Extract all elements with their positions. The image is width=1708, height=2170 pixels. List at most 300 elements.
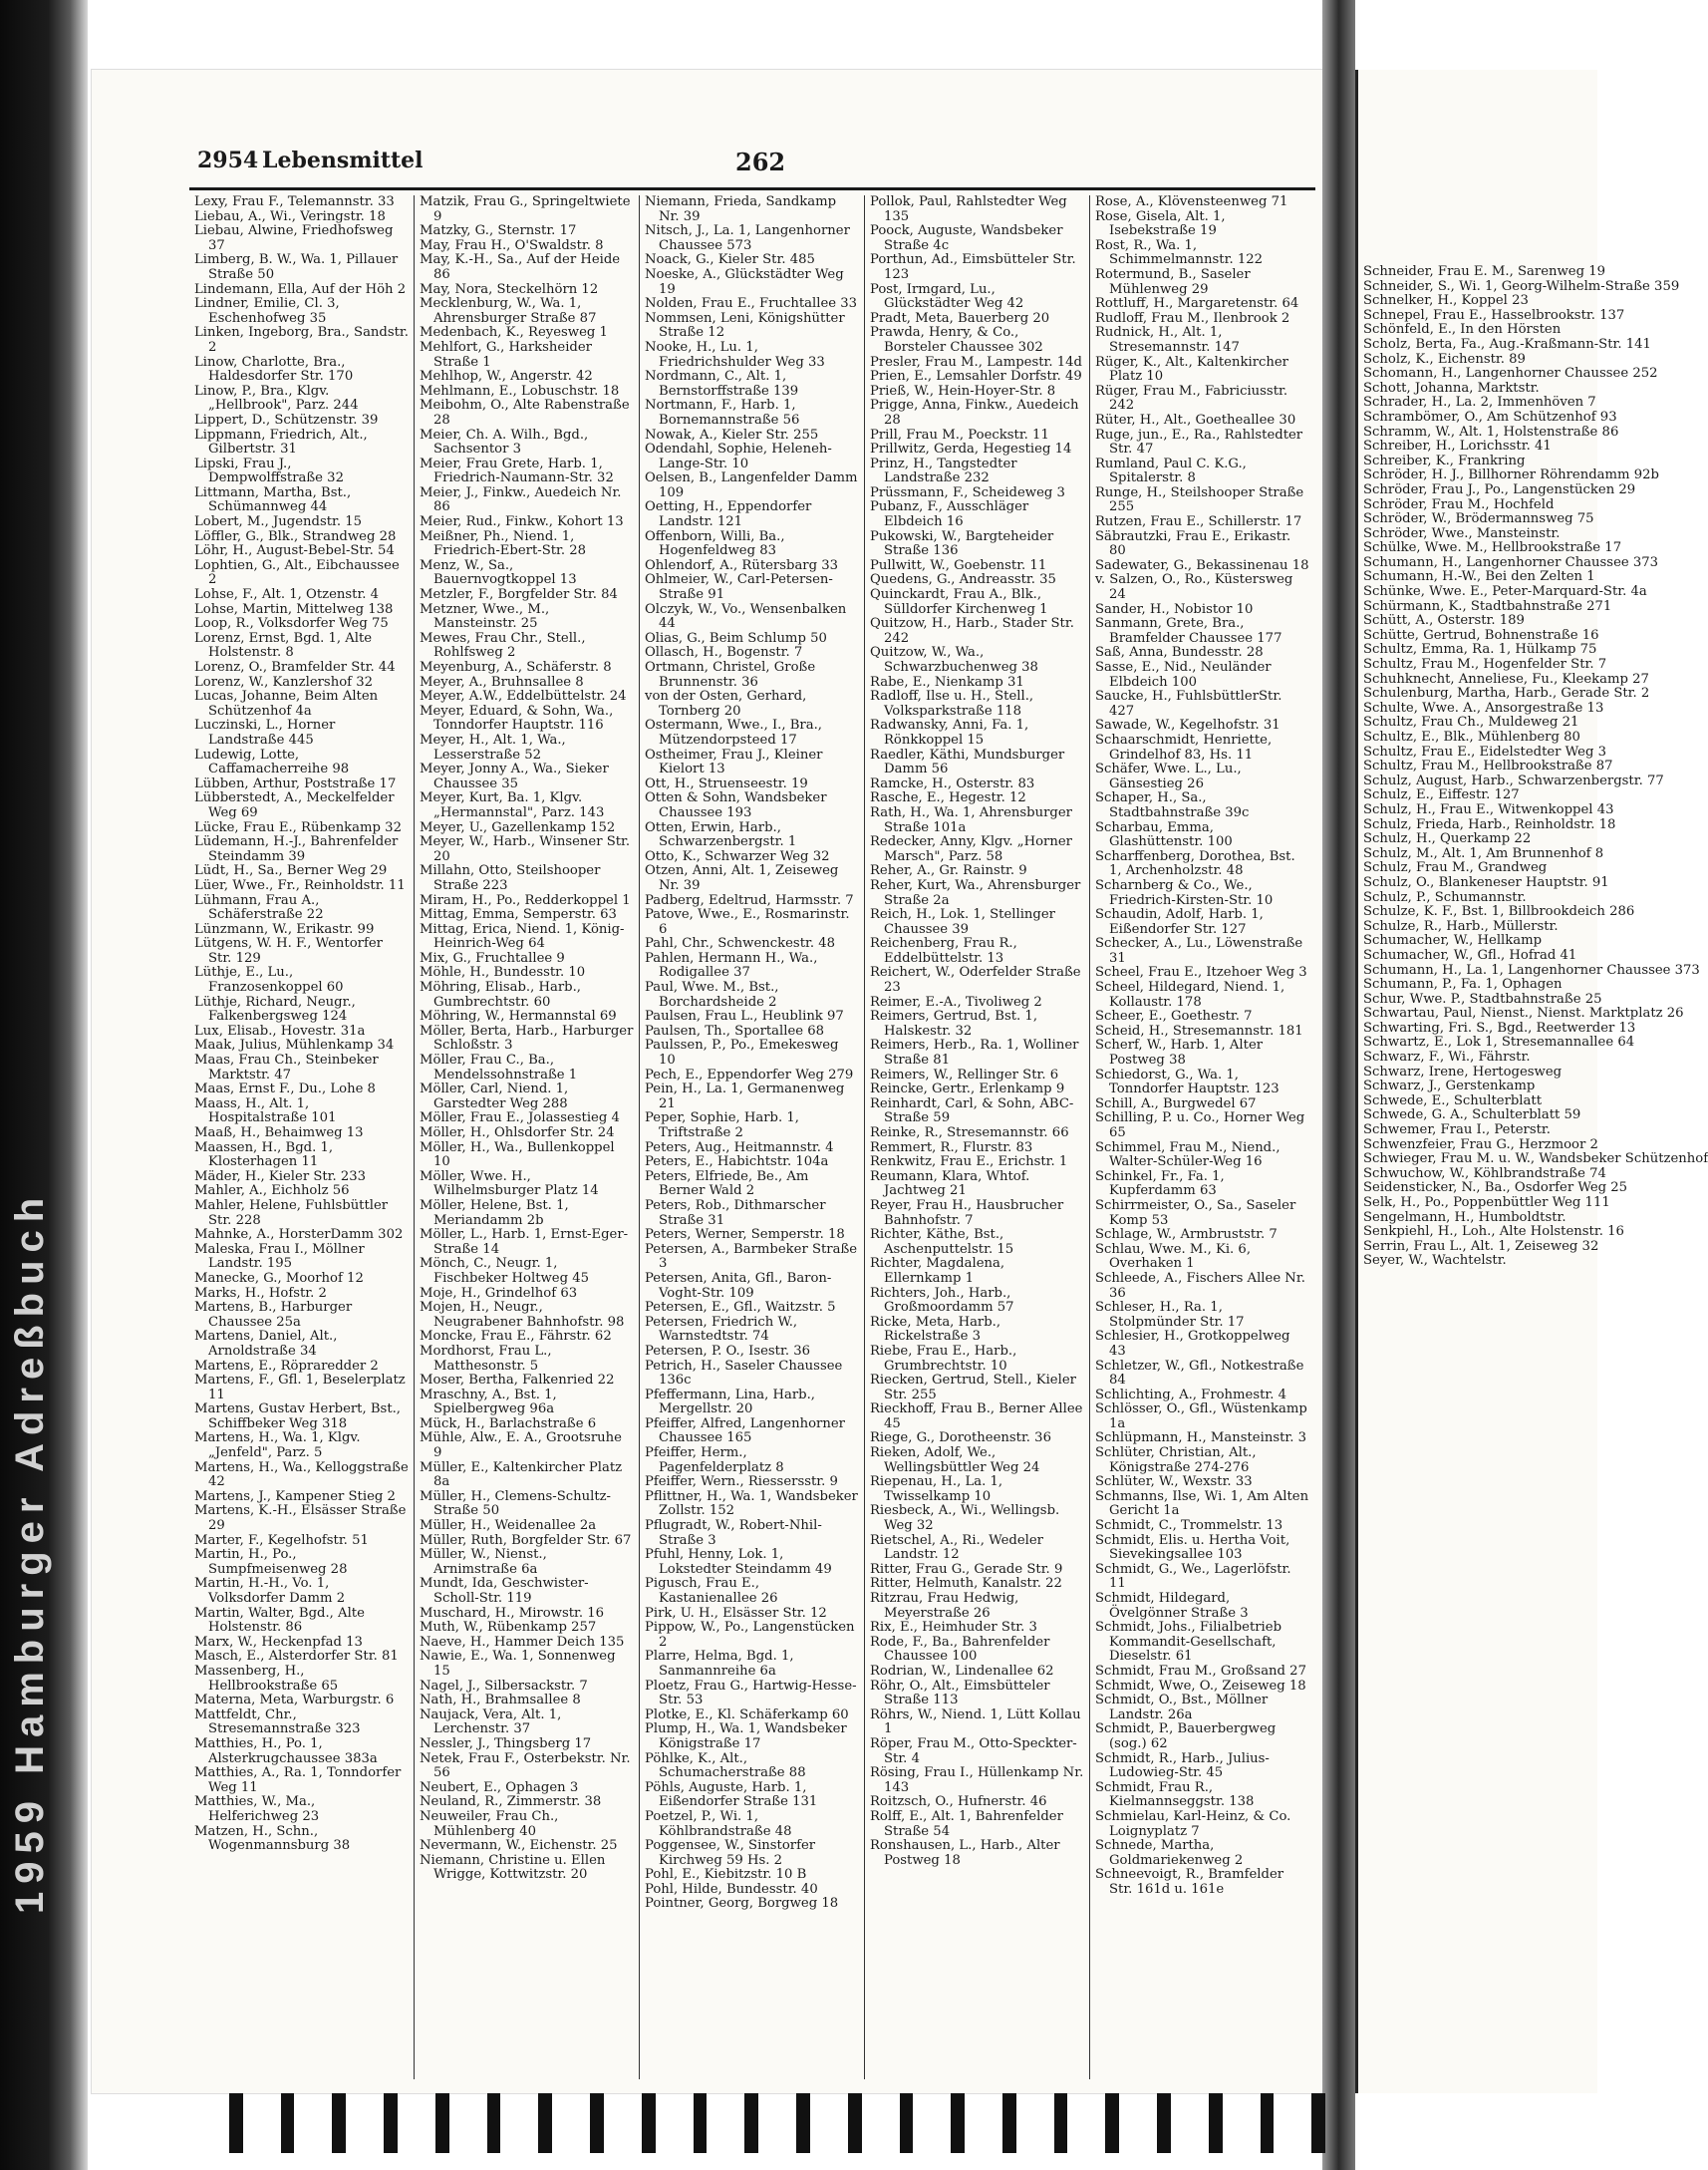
directory-entry: Meyer, Eduard, & Sohn, Wa., Tonndorfer Hauptstr. 116	[420, 703, 614, 734]
directory-entry: Muth, W., Rübenkamp 257	[420, 1620, 597, 1636]
directory-entry: Scholz, K., Eichenstr. 89	[1363, 351, 1526, 367]
spine-lettering: 1959 Hamburger Adreßbuch	[8, 1189, 52, 1914]
directory-entry: Rolff, E., Alt. 1, Bahrenfelder Straße 54	[870, 1808, 1063, 1839]
directory-entry: Schmidt, Hildegard, Övelgönner Straße 3	[1095, 1591, 1249, 1621]
directory-entry: Rudloff, Frau M., Ilenbrook 2	[1095, 310, 1290, 326]
directory-columns	[189, 195, 1315, 2079]
directory-entry: Scheel, Hildegard, Niend. 1, Kollaustr. 178	[1095, 980, 1285, 1010]
directory-entry: May, Frau H., O'Swaldstr. 8	[420, 237, 604, 253]
directory-entry: Schwartau, Paul, Nienst., Nienst. Marktplatz 26	[1363, 1006, 1684, 1022]
directory-entry: Schleser, H., Ra. 1, Stolpmünder Str. 17	[1095, 1300, 1245, 1330]
directory-entry: Reher, Kurt, Wa., Ahrensburger Straße 2a	[870, 877, 1081, 908]
directory-entry: Neuweiler, Frau Ch., Mühlenberg 40	[420, 1808, 559, 1839]
directory-entry: Nordmann, C., Alt. 1, Bernstorffstraße 139	[645, 369, 799, 399]
directory-entry: Petersen, P. O., Isestr. 36	[645, 1343, 811, 1359]
directory-entry: Prüssmann, F., Scheideweg 3	[870, 484, 1065, 500]
directory-entry: Schnepel, Frau E., Hasselbrookstr. 137	[1363, 307, 1625, 323]
directory-entry: Schwieger, Frau M. u. W., Wandsbeker Schützenhof	[1363, 1151, 1708, 1167]
directory-entry: Mehlhop, W., Angerstr. 42	[420, 369, 593, 385]
directory-entry: Ortmann, Christel, Große Brunnenstr. 36	[645, 660, 816, 690]
directory-entry: Pfeiffer, Herm., Pagenfelderplatz 8	[645, 1445, 784, 1475]
directory-entry: Mäder, H., Kieler Str. 233	[194, 1168, 367, 1184]
directory-entry: Matthies, A., Ra. 1, Tonndorfer Weg 11	[194, 1765, 402, 1795]
directory-entry: Schulze, R., Harb., Müllerstr.	[1363, 918, 1559, 934]
directory-entry: Presler, Frau M., Lampestr. 14d	[870, 354, 1082, 370]
directory-entry: Löffler, G., Blk., Strandweg 28	[194, 528, 397, 544]
directory-entry: Möller, L., Harb. 1, Ernst-Eger-Straße 14	[420, 1227, 629, 1257]
section-title: Lebensmittel	[262, 148, 424, 173]
directory-entry: Schneider, Frau E. M., Sarenweg 19	[1363, 264, 1606, 279]
directory-entry: Schultz, Frau M., Hogenfelder Str. 7	[1363, 657, 1607, 673]
directory-entry: Schlüter, Christian, Alt., Königstraße 274-276	[1095, 1445, 1257, 1475]
directory-entry: Schulz, Frau M., Grandweg	[1363, 860, 1548, 876]
directory-entry: Olias, G., Beim Schlump 50	[645, 630, 827, 646]
directory-entry: Pfeiffer, Wern., Riessersstr. 9	[645, 1474, 838, 1490]
directory-entry: Marks, H., Hofstr. 2	[194, 1285, 327, 1301]
directory-entry: Mojen, H., Neugr., Neugrabener Bahnhofstr. 98	[420, 1300, 625, 1330]
directory-entry: Peters, Aug., Heitmannstr. 4	[645, 1139, 834, 1155]
directory-entry: Pubanz, F., Ausschläger Elbdeich 16	[870, 499, 1029, 530]
directory-entry: Neuland, R., Zimmerstr. 38	[420, 1794, 602, 1810]
directory-entry: Rath, H., Wa. 1, Ahrensburger Straße 101a	[870, 804, 1072, 835]
directory-entry: Mahnke, A., HorsterDamm 302	[194, 1227, 404, 1243]
directory-entry: Linken, Ingeborg, Bra., Sandstr. 2	[194, 325, 409, 355]
directory-entry: Maleska, Frau I., Möllner Landstr. 195	[194, 1241, 365, 1272]
directory-entry: Rotermund, B., Saseler Mühlenweg 29	[1095, 266, 1251, 297]
directory-entry: Nath, H., Brahmsallee 8	[420, 1693, 581, 1708]
directory-entry: Schulte, Wwe. A., Ansorgestraße 13	[1363, 700, 1604, 716]
directory-entry: Lobert, M., Jugendstr. 15	[194, 514, 363, 530]
page-number: 2954	[197, 148, 259, 173]
directory-entry: Schmidt, Frau M., Großsand 27	[1095, 1663, 1306, 1679]
directory-entry: Richter, Magdalena, Ellernkamp 1	[870, 1256, 1005, 1286]
facing-page-column	[1358, 264, 1708, 1269]
directory-entry: Schur, Wwe. P., Stadtbahnstraße 25	[1363, 991, 1602, 1007]
directory-entry: Mahler, A., Eichholz 56	[194, 1183, 350, 1199]
directory-entry: Löhr, H., August-Bebel-Str. 54	[194, 543, 395, 559]
directory-entry: Mittag, Emma, Semperstr. 63	[420, 907, 617, 923]
directory-entry: Rasche, E., Hegestr. 12	[870, 790, 1026, 806]
directory-entry: Schwuchow, W., Köhlbrandstraße 74	[1363, 1165, 1606, 1181]
directory-entry: Schulz, Frieda, Harb., Reinholdstr. 18	[1363, 816, 1616, 832]
directory-entry: Miram, H., Po., Redderkoppel 1	[420, 892, 631, 908]
directory-entry: Radwansky, Anni, Fa. 1, Rönkkoppel 15	[870, 718, 1029, 748]
directory-entry: Schnede, Martha, Goldmariekenweg 2	[1095, 1838, 1244, 1868]
directory-entry: Martens, K.-H., Elsässer Straße 29	[194, 1503, 407, 1534]
directory-entry: Nagel, J., Silbersackstr. 7	[420, 1678, 588, 1694]
directory-entry: Pippow, W., Po., Langenstücken 2	[645, 1620, 855, 1650]
directory-entry: Schaarschmidt, Henriette, Grindelhof 83, Hs. 11	[1095, 732, 1273, 763]
directory-entry: Peper, Sophie, Harb. 1, Triftstraße 2	[645, 1110, 799, 1140]
directory-entry: Nolden, Frau E., Fruchtallee 33	[645, 296, 858, 312]
directory-entry: Prawda, Henry, & Co., Borsteler Chaussee 302	[870, 325, 1043, 355]
directory-entry: Ohlmeier, W., Carl-Petersen-Straße 91	[645, 572, 833, 603]
directory-entry: Meier, J., Finkw., Auedeich Nr. 86	[420, 484, 622, 515]
directory-entry: Mühle, Alw., E. A., Grootsruhe 9	[420, 1430, 622, 1461]
directory-entry: Noeske, A., Glückstädter Weg 19	[645, 266, 844, 297]
directory-entry: Martin, H.-H., Vo. 1, Volksdorfer Damm 2	[194, 1576, 346, 1606]
directory-entry: Schultz, Frau M., Hellbrookstraße 87	[1363, 759, 1613, 775]
directory-entry: Schiedorst, G., Wa. 1, Tonndorfer Hauptstr. 123	[1095, 1067, 1280, 1097]
directory-entry: Ricke, Meta, Harb., Rickelstraße 3	[870, 1314, 1001, 1345]
directory-entry: Rottluff, H., Margaretenstr. 64	[1095, 296, 1299, 312]
directory-entry: Schrambömer, O., Am Schützenhof 93	[1363, 409, 1617, 425]
directory-entry: Reumann, Klara, Whtof. Jachtweg 21	[870, 1168, 1030, 1199]
directory-entry: Schütt, A., Osterstr. 189	[1363, 613, 1525, 629]
directory-entry: Oetting, H., Eppendorfer Landstr. 121	[645, 499, 812, 530]
directory-entry: Möhle, H., Bundesstr. 10	[420, 965, 586, 981]
directory-entry: Lohse, Martin, Mittelweg 138	[194, 601, 394, 617]
directory-entry: Selk, H., Po., Poppenbüttler Weg 111	[1363, 1195, 1610, 1210]
directory-entry: Rutzen, Frau E., Schillerstr. 17	[1095, 514, 1302, 530]
directory-entry: Radloff, Ilse u. H., Stell., Volksparkstraße 118	[870, 689, 1034, 719]
directory-entry: Moser, Bertha, Falkenried 22	[420, 1373, 615, 1389]
directory-entry: Meyer, Kurt, Ba. 1, Klgv. „Hermannstal", Parz. 143	[420, 790, 605, 820]
directory-entry: Prillwitz, Gerda, Hegestieg 14	[870, 442, 1072, 458]
directory-entry: Pohl, Hilde, Bundesstr. 40	[645, 1881, 818, 1897]
directory-entry: Nessler, J., Thingsberg 17	[420, 1735, 592, 1751]
directory-entry: Reinhardt, Carl, & Sohn, ABC-Straße 59	[870, 1095, 1074, 1126]
directory-entry: Schilling, P. u. Co., Horner Weg 65	[1095, 1110, 1305, 1140]
directory-entry: Ritter, Helmuth, Kanalstr. 22	[870, 1576, 1062, 1592]
directory-entry: Röper, Frau M., Otto-Speckter-Str. 4	[870, 1735, 1077, 1766]
directory-entry: Schnelker, H., Koppel 23	[1363, 293, 1529, 309]
directory-entry: Schumacher, W., Hellkamp	[1363, 933, 1543, 949]
directory-entry: Peters, Werner, Semperstr. 18	[645, 1227, 845, 1243]
directory-entry: Rösing, Frau I., Hüllenkamp Nr. 143	[870, 1765, 1084, 1795]
directory-entry: Prinz, H., Tangstedter Landstraße 232	[870, 456, 1017, 486]
directory-entry: Schulz, O., Blankeneser Hauptstr. 91	[1363, 874, 1609, 890]
directory-entry: Mordhorst, Frau L., Matthesonstr. 5	[420, 1343, 552, 1374]
directory-entry: Riepenau, H., La. 1, Twisselkamp 10	[870, 1474, 1003, 1504]
directory-entry: Martens, H., Wa. 1, Klgv. „Jenfeld", Parz. 5	[194, 1430, 361, 1461]
directory-entry: Lüthje, Richard, Neugr., Falkenbergsweg 124	[194, 994, 356, 1025]
directory-entry: Meyer, U., Gazellenkamp 152	[420, 819, 616, 835]
directory-entry: Schmidt, R., Harb., Julius-Ludowieg-Str. 45	[1095, 1750, 1270, 1781]
directory-entry: Prieß, W., Hein-Hoyer-Str. 8	[870, 383, 1056, 399]
directory-entry: Schultz, Frau Ch., Muldeweg 21	[1363, 715, 1579, 731]
directory-entry: Möller, Frau C., Ba., Mendelssohnstraße 1	[420, 1053, 578, 1083]
directory-entry: Pein, H., La. 1, Germanenweg 21	[645, 1082, 845, 1111]
directory-entry: Schäfer, Wwe. L., Lu., Gänsestieg 26	[1095, 762, 1242, 791]
directory-entry: Pukowski, W., Bargteheider Straße 136	[870, 528, 1054, 559]
directory-entry: Schmielau, Karl-Heinz, & Co. Loignyplatz 7	[1095, 1808, 1291, 1839]
directory-entry: Mraschny, A., Bst. 1, Spielbergweg 96a	[420, 1387, 557, 1417]
directory-entry: Schwarz, J., Gerstenkamp	[1363, 1079, 1536, 1094]
directory-entry: Martens, J., Kampener Stieg 2	[194, 1488, 396, 1504]
directory-entry: Post, Irmgard, Lu., Glückstädter Weg 42	[870, 281, 1024, 312]
directory-entry: Ostheimer, Frau J., Kleiner Kielort 13	[645, 747, 823, 777]
directory-entry: Schulz, August, Harb., Schwarzenbergstr. 77	[1363, 773, 1664, 788]
directory-entry: Schulenburg, Martha, Harb., Gerade Str. 2	[1363, 686, 1650, 702]
directory-entry: Schwede, E., Schulterblatt	[1363, 1092, 1542, 1108]
directory-entry: Schneider, S., Wi. 1, Georg-Wilhelm-Straße 359	[1363, 278, 1680, 294]
directory-entry: Mewes, Frau Chr., Stell., Rohlfsweg 2	[420, 630, 586, 661]
directory-entry: Lohse, F., Alt. 1, Otzenstr. 4	[194, 587, 380, 603]
directory-entry: Linow, Charlotte, Bra., Haldesdorfer Str. 170	[194, 354, 354, 385]
directory-entry: Naujack, Vera, Alt. 1, Lerchenstr. 37	[420, 1706, 562, 1737]
directory-entry: Müller, Ruth, Borgfelder Str. 67	[420, 1532, 632, 1548]
directory-entry: Schaper, H., Sa., Stadtbahnstraße 39c	[1095, 790, 1250, 820]
directory-entry: Reichert, W., Oderfelder Straße 23	[870, 965, 1081, 996]
directory-entry: Mehlmann, E., Lobuschstr. 18	[420, 383, 620, 399]
directory-entry: Peters, Elfriede, Be., Am Berner Wald 2	[645, 1168, 809, 1199]
directory-entry: Liebau, A., Wi., Veringstr. 18	[194, 208, 386, 224]
directory-entry: Schmidt, O., Bst., Möllner Landstr. 26a	[1095, 1693, 1269, 1722]
directory-entry: Schmidt, C., Trommelstr. 13	[1095, 1518, 1283, 1534]
directory-entry: Ollasch, H., Bogenstr. 7	[645, 645, 803, 661]
directory-entry: Pirk, U. H., Elsässer Str. 12	[645, 1605, 827, 1621]
directory-entry: Schröder, Frau M., Hochfeld	[1363, 496, 1555, 512]
directory-entry: Luczinski, L., Horner Landstraße 445	[194, 718, 336, 748]
directory-entry: Schreiber, H., Lorichsstr. 41	[1363, 439, 1552, 455]
directory-entry: Scheel, Frau E., Itzehoer Weg 3	[1095, 965, 1307, 981]
book-gutter	[1322, 0, 1355, 2170]
directory-entry: Massenberg, H., Hellbrookstraße 65	[194, 1663, 339, 1694]
directory-entry: Niemann, Frieda, Sandkamp Nr. 39	[645, 194, 837, 224]
directory-entry: Otto, K., Schwarzer Weg 32	[645, 848, 830, 864]
directory-entry: Plump, H., Wa. 1, Wandsbeker Königstraße 17	[645, 1721, 847, 1751]
directory-entry: Rose, Gisela, Alt. 1, Isebekstraße 19	[1095, 208, 1226, 239]
directory-entry: Materna, Meta, Warburgstr. 6	[194, 1693, 395, 1708]
directory-entry: Ott, H., Struenseestr. 19	[645, 775, 808, 791]
directory-entry: Raedler, Käthi, Mundsburger Damm 56	[870, 747, 1065, 777]
directory-entry: Riege, G., Dorotheenstr. 36	[870, 1430, 1051, 1446]
directory-entry: Seidensticker, N., Ba., Osdorfer Weg 25	[1363, 1180, 1628, 1196]
directory-entry: Pointner, Georg, Borgweg 18	[645, 1896, 839, 1912]
directory-entry: Martens, B., Harburger Chaussee 25a	[194, 1300, 353, 1330]
directory-entry: Mecklenburg, W., Wa. 1, Ahrensburger Straße 87	[420, 296, 597, 326]
directory-entry: Möller, Berta, Harb., Harburger Schloßstr. 3	[420, 1023, 634, 1054]
directory-entry: Lux, Elisab., Hovestr. 31a	[194, 1023, 366, 1039]
directory-entry: Nortmann, F., Harb. 1, Bornemannstraße 56	[645, 398, 800, 428]
directory-entry: Lühmann, Frau A., Schäferstraße 22	[194, 892, 324, 923]
directory-entry: Meißner, Ph., Niend. 1, Friedrich-Ebert-Str. 28	[420, 528, 587, 559]
directory-entry: v. Salzen, O., Ro., Küstersweg 24	[1095, 572, 1293, 603]
directory-entry: Möller, Carl, Niend. 1, Garstedter Weg 288	[420, 1082, 569, 1111]
directory-entry: Pfeiffer, Alfred, Langenhorner Chaussee 165	[645, 1415, 845, 1446]
directory-entry: Scherf, W., Harb. 1, Alter Postweg 38	[1095, 1038, 1264, 1069]
directory-entry: Rietschel, A., Ri., Wedeler Landstr. 12	[870, 1532, 1043, 1563]
directory-entry: Schwede, G. A., Schulterblatt 59	[1363, 1107, 1581, 1123]
directory-entry: Pöhls, Auguste, Harb. 1, Eißendorfer Straße 131	[645, 1779, 818, 1810]
directory-entry: Martens, H., Wa., Kelloggstraße 42	[194, 1459, 409, 1490]
directory-entry: Lücke, Frau E., Rübenkamp 32	[194, 819, 402, 835]
directory-entry: Richter, Käthe, Bst., Aschenputtelstr. 15	[870, 1227, 1014, 1257]
directory-column	[189, 195, 415, 2079]
directory-entry: Lübben, Arthur, Poststraße 17	[194, 775, 397, 791]
directory-entry: Ploetz, Frau G., Hartwig-Hesse-Str. 53	[645, 1678, 857, 1708]
directory-entry: Lübberstedt, A., Meckelfelder Weg 69	[194, 790, 395, 820]
directory-entry: Quitzow, H., Harb., Stader Str. 242	[870, 616, 1074, 646]
directory-entry: Pfeffermann, Lina, Harb., Mergellstr. 20	[645, 1387, 815, 1417]
directory-entry: Schwarting, Fri. S., Bgd., Reetwerder 13	[1363, 1020, 1636, 1036]
directory-entry: Lüdt, H., Sa., Berner Weg 29	[194, 863, 388, 879]
directory-entry: Schmidt, G., We., Lagerlöfstr. 11	[1095, 1561, 1291, 1592]
directory-entry: Pradt, Meta, Bauerberg 20	[870, 310, 1050, 326]
directory-entry: Saß, Anna, Bundesstr. 28	[1095, 645, 1264, 661]
directory-entry: Schletzer, W., Gfl., Notkestraße 84	[1095, 1358, 1304, 1389]
directory-entry: Nooke, H., Lu. 1, Friedrichshulder Weg 33	[645, 339, 825, 370]
directory-entry: Schünke, Wwe. E., Peter-Marquard-Str. 4a	[1363, 584, 1647, 600]
directory-entry: Pollok, Paul, Rahlstedter Weg 135	[870, 194, 1067, 224]
directory-entry: Mittag, Erica, Niend. 1, König-Heinrich-Weg 64	[420, 921, 625, 952]
directory-entry: Pflugradt, W., Robert-Nhil-Straße 3	[645, 1518, 822, 1548]
directory-entry: Müller, H., Clemens-Schultz-Straße 50	[420, 1488, 612, 1519]
directory-entry: Pöhlke, K., Alt., Schumacherstraße 88	[645, 1750, 806, 1781]
directory-entry: Marter, F., Kegelhofstr. 51	[194, 1532, 369, 1548]
directory-entry: Schreiber, K., Frankring	[1363, 453, 1526, 468]
directory-entry: Rabe, E., Nienkamp 31	[870, 674, 1024, 690]
directory-entry: Schuhknecht, Anneliese, Fu., Kleekamp 27	[1363, 671, 1649, 687]
center-page-number: 262	[735, 148, 786, 176]
directory-entry: Schinkel, Fr., Fa. 1, Kupferdamm 63	[1095, 1168, 1225, 1199]
directory-entry: Meyenburg, A., Schäferstr. 8	[420, 660, 612, 675]
directory-entry: Prien, E., Lemsahler Dorfstr. 49	[870, 369, 1082, 385]
directory-entry: Odendahl, Sophie, Heleneh-Lange-Str. 10	[645, 442, 832, 471]
directory-entry: Sadewater, G., Bekassinenau 18	[1095, 557, 1309, 573]
directory-entry: Metzler, F., Borgfelder Str. 84	[420, 587, 618, 603]
directory-entry: Quinckardt, Frau A., Blk., Sülldorfer Kirchenweg 1	[870, 587, 1048, 617]
directory-entry: Netek, Frau F., Osterbekstr. Nr. 56	[420, 1750, 631, 1781]
directory-entry: Scharnberg & Co., We., Friedrich-Kirsten-Str. 10	[1095, 877, 1274, 908]
directory-entry: Petersen, E., Gfl., Waitzstr. 5	[645, 1300, 836, 1316]
directory-entry: Scheid, H., Stresemannstr. 181	[1095, 1023, 1303, 1039]
directory-entry: Schulz, H., Frau E., Witwenkoppel 43	[1363, 801, 1614, 817]
directory-entry: May, K.-H., Sa., Auf der Heide 86	[420, 252, 621, 282]
directory-entry: Schumann, P., Fa. 1, Ophagen	[1363, 977, 1563, 993]
directory-entry: Masch, E., Alsterdorfer Str. 81	[194, 1649, 399, 1665]
directory-entry: Möller, Frau E., Jolassestieg 4	[420, 1110, 620, 1126]
directory-entry: Linow, P., Bra., Klgv. „Hellbrook", Parz. 244	[194, 383, 359, 414]
directory-entry: Pech, E., Eppendorfer Weg 279	[645, 1067, 854, 1083]
directory-entry: Scharffenberg, Dorothea, Bst. 1, Archenholzstr. 48	[1095, 848, 1295, 879]
directory-entry: Lindemann, Ella, Auf der Höh 2	[194, 281, 407, 297]
directory-entry: Pfuhl, Henny, Lok. 1, Lokstedter Steindamm 49	[645, 1547, 832, 1577]
scan-margin	[0, 0, 88, 2170]
directory-entry: Pohl, E., Kiebitzstr. 10 B	[645, 1867, 807, 1883]
directory-entry: Meier, Frau Grete, Harb. 1, Friedrich-Naumann-Str. 32	[420, 456, 614, 486]
directory-entry: Moje, H., Grindelhof 63	[420, 1285, 578, 1301]
directory-entry: Reincke, Gertr., Erlenkamp 9	[870, 1082, 1065, 1097]
directory-entry: Lippert, D., Schützenstr. 39	[194, 412, 379, 428]
directory-entry: Paulssen, P., Po., Emekesweg 10	[645, 1038, 839, 1069]
directory-entry: Nommsen, Leni, Königshütter Straße 12	[645, 310, 845, 341]
directory-entry: Plarre, Helma, Bgd. 1, Sanmannreihe 6a	[645, 1649, 794, 1679]
directory-entry: Möller, H., Ohlsdorfer Str. 24	[420, 1125, 615, 1140]
directory-entry: Schönfeld, E., In den Hörsten	[1363, 322, 1562, 338]
directory-entry: Pigusch, Frau E., Kastanienallee 26	[645, 1576, 778, 1606]
directory-entry: Röhrs, W., Niend. 1, Lütt Kollau 1	[870, 1706, 1081, 1737]
directory-entry: Meibohm, O., Alte Rabenstraße 28	[420, 398, 630, 428]
directory-entry: Sawade, W., Kegelhofstr. 31	[1095, 718, 1281, 734]
directory-entry: Rüger, K., Alt., Kaltenkircher Platz 10	[1095, 354, 1288, 385]
directory-entry: Schmidt, Frau R., Kielmannseggstr. 138	[1095, 1779, 1255, 1810]
directory-entry: Remmert, R., Flurstr. 83	[870, 1139, 1033, 1155]
directory-entry: von der Osten, Gerhard, Tornberg 20	[645, 689, 807, 719]
directory-entry: Lütgens, W. H. F., Wentorfer Str. 129	[194, 936, 383, 966]
directory-entry: Schomann, H., Langenhorner Chaussee 252	[1363, 366, 1658, 382]
directory-entry: Martens, Daniel, Alt., Arnoldstraße 34	[194, 1329, 338, 1359]
directory-entry: Müller, E., Kaltenkircher Platz 8a	[420, 1459, 623, 1490]
directory-entry: Roitzsch, O., Hufnerstr. 46	[870, 1794, 1047, 1810]
directory-entry: Schulze, K. F., Bst. 1, Billbrookdeich 286	[1363, 904, 1635, 920]
directory-entry: Schultz, Emma, Ra. 1, Hülkamp 75	[1363, 642, 1597, 658]
directory-entry: Schmidt, Elis. u. Hertha Voit, Sievekingsallee 103	[1095, 1532, 1290, 1563]
directory-entry: Mahler, Helene, Fuhlsbüttler Str. 228	[194, 1197, 389, 1228]
directory-entry: Nitsch, J., La. 1, Langenhorner Chaussee 573	[645, 223, 850, 253]
directory-entry: Schwemer, Frau I., Peterstr.	[1363, 1122, 1551, 1138]
directory-entry: Schmidt, Johs., Filialbetrieb Kommandit-Gesellschaft, Dieselstr. 61	[1095, 1620, 1282, 1665]
directory-entry: Poetzel, P., Wi. 1, Köhlbrandstraße 48	[645, 1808, 792, 1839]
directory-entry: Säbrautzki, Frau E., Erikastr. 80	[1095, 528, 1291, 559]
directory-entry: May, Nora, Steckelhörn 12	[420, 281, 599, 297]
directory-entry: Martens, Gustav Herbert, Bst., Schiffbeker Weg 318	[194, 1401, 402, 1431]
header-rule	[189, 187, 1315, 190]
directory-entry: Rose, A., Klövensteenweg 71	[1095, 194, 1288, 209]
directory-entry: Schlichting, A., Frohmestr. 4	[1095, 1387, 1287, 1402]
directory-entry: Schlau, Wwe. M., Ki. 6, Overhaken 1	[1095, 1241, 1252, 1272]
directory-entry: Lindner, Emilie, Cl. 3, Eschenhofweg 35	[194, 296, 340, 326]
directory-entry: Quitzow, W., Wa., Schwarzbuchenweg 38	[870, 645, 1038, 675]
directory-entry: Schmidt, P., Bauerbergweg (sog.) 62	[1095, 1721, 1277, 1751]
directory-entry: Medenbach, K., Reyesweg 1	[420, 325, 608, 341]
directory-entry: Möller, Helene, Bst. 1, Meriandamm 2b	[420, 1197, 569, 1228]
directory-entry: Schwenzfeier, Frau G., Herzmoor 2	[1363, 1136, 1598, 1152]
directory-entry: Reimer, E.-A., Tivoliweg 2	[870, 994, 1042, 1010]
directory-entry: Schulz, P., Schumannstr.	[1363, 889, 1527, 905]
directory-entry: Rix, E., Heimhuder Str. 3	[870, 1620, 1037, 1636]
directory-entry: Martin, H., Po., Sumpfmeisenweg 28	[194, 1547, 348, 1577]
directory-entry: Schultz, E., Blk., Mühlenberg 80	[1363, 730, 1580, 745]
page-header	[108, 148, 1303, 187]
directory-entry: Prigge, Anna, Finkw., Auedeich 28	[870, 398, 1079, 428]
directory-entry: Schröder, Wwe., Mansteinstr.	[1363, 525, 1561, 541]
directory-entry: Mundt, Ida, Geschwister-Scholl-Str. 119	[420, 1576, 589, 1606]
directory-entry: Rudnick, H., Alt. 1, Stresemannstr. 147	[1095, 325, 1240, 355]
directory-entry: Schröder, Frau J., Po., Langenstücken 29	[1363, 481, 1636, 497]
directory-entry: Lippmann, Friedrich, Alt., Gilbertstr. 31	[194, 427, 368, 458]
directory-entry: Lophtien, G., Alt., Eibchaussee 2	[194, 557, 400, 588]
directory-entry: Schulz, E., Eiffestr. 127	[1363, 787, 1520, 803]
directory-entry: Rumland, Paul C. K.G., Spitalerstr. 8	[1095, 456, 1247, 486]
directory-entry: Sengelmann, H., Humboldtstr.	[1363, 1209, 1566, 1225]
directory-entry: Otten, Erwin, Harb., Schwarzenbergstr. 1	[645, 819, 797, 850]
directory-entry: Maak, Julius, Mühlenkamp 34	[194, 1038, 395, 1054]
directory-entry: Lüthje, E., Lu., Franzosenkoppel 60	[194, 965, 344, 996]
directory-entry: Redecker, Anny, Klgv. „Horner Marsch", Parz. 58	[870, 834, 1072, 864]
directory-entry: Ritter, Frau G., Gerade Str. 9	[870, 1561, 1063, 1577]
directory-entry: Martin, Walter, Bgd., Alte Holstenstr. 86	[194, 1605, 365, 1636]
directory-entry: Ronshausen, L., Harb., Alter Postweg 18	[870, 1838, 1060, 1868]
directory-entry: Reichenberg, Frau R., Eddelbüttelstr. 13	[870, 936, 1017, 966]
directory-entry: Rieken, Adolf, We., Wellingsbüttler Weg 24	[870, 1445, 1040, 1475]
directory-entry: Reher, A., Gr. Rainstr. 9	[870, 863, 1027, 879]
directory-entry: Möller, Wwe. H., Wilhelmsburger Platz 14	[420, 1168, 599, 1199]
directory-entry: Schlüter, W., Wexstr. 33	[1095, 1474, 1253, 1490]
directory-column	[415, 195, 640, 2079]
directory-entry: Pahl, Chr., Schwenckestr. 48	[645, 936, 836, 952]
directory-entry: Schulz, H., Querkamp 22	[1363, 831, 1532, 847]
directory-entry: Schmidt, Wwe, O., Zeiseweg 18	[1095, 1678, 1306, 1694]
directory-entry: Nevermann, W., Eichenstr. 25	[420, 1838, 618, 1854]
directory-entry: Pahlen, Hermann H., Wa., Rodigallee 37	[645, 950, 818, 981]
directory-entry: Schimmel, Frau M., Niend., Walter-Schüler-Weg 16	[1095, 1139, 1281, 1170]
directory-entry: Maas, Frau Ch., Steinbeker Marktstr. 47	[194, 1053, 379, 1083]
directory-entry: Maassen, H., Bgd. 1, Klosterhagen 11	[194, 1139, 334, 1170]
directory-entry: Reyer, Frau H., Hausbrucher Bahnhofstr. 7	[870, 1197, 1064, 1228]
directory-entry: Manecke, G., Moorhof 12	[194, 1270, 364, 1286]
